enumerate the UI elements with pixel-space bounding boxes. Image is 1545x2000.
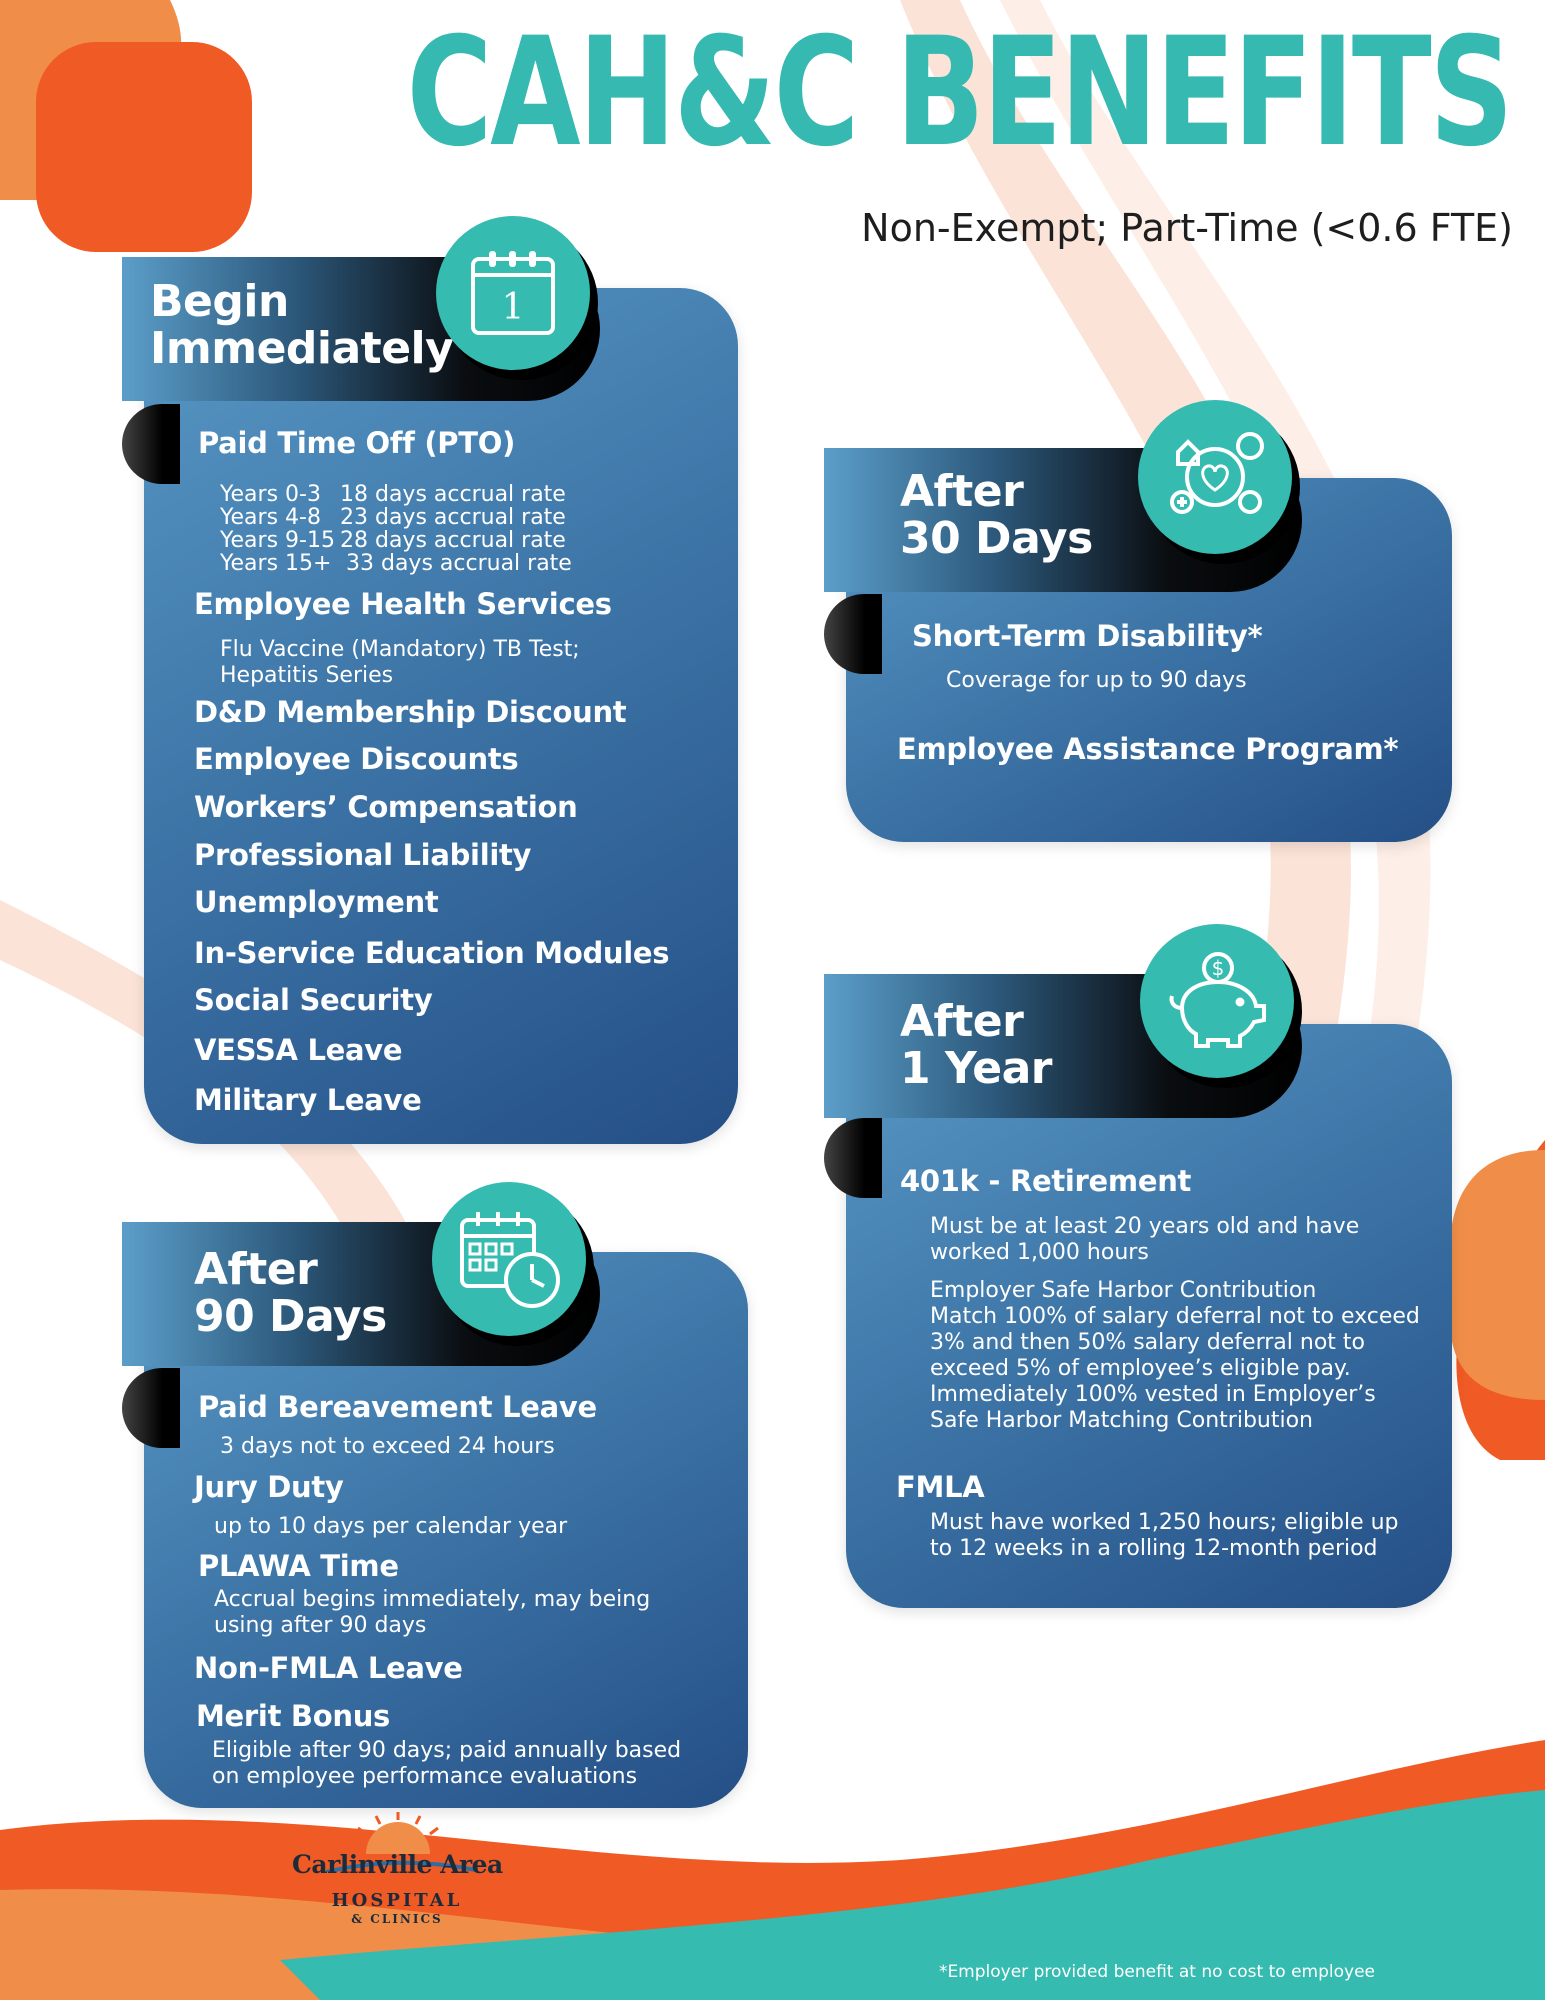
- merit-bonus-title: Merit Bonus: [196, 1699, 391, 1733]
- benefit-item: In-Service Education Modules: [194, 936, 670, 970]
- retirement-detail-2: Employer Safe Harbor Contribution Match 100% of salary deferral not to exceed 3% and then 50% salary deferral not to exceed 5% of employee’s eligible pay. Immediately 100% vested in Employer’s Safe Harbor Matching Contribution: [930, 1278, 1420, 1433]
- plawa-title: PLAWA Time: [198, 1549, 399, 1583]
- logo-clinics: & CLINICS: [351, 1912, 443, 1926]
- ehs-title: Employee Health Services: [194, 587, 612, 621]
- pto-row: Years 9-15 28 days accrual rate: [220, 528, 566, 553]
- page-title: CAH&C BENEFITS: [406, 6, 1511, 180]
- pto-row: Years 0-3 18 days accrual rate: [220, 482, 566, 507]
- svg-text:1: 1: [501, 287, 525, 328]
- benefit-item: Employee Discounts: [194, 742, 519, 776]
- benefit-item: Unemployment: [194, 885, 439, 919]
- begin-immediately-heading: Begin Immediately: [150, 276, 454, 374]
- retirement-title: 401k - Retirement: [900, 1164, 1192, 1198]
- merit-bonus-detail: Eligible after 90 days; paid annually based on employee performance evaluations: [212, 1738, 682, 1789]
- bereavement-detail: 3 days not to exceed 24 hours: [220, 1434, 555, 1459]
- std-detail: Coverage for up to 90 days: [946, 668, 1247, 693]
- logo-hospital: HOSPITAL: [331, 1890, 463, 1911]
- logo-name: Carlinville Area: [292, 1850, 503, 1879]
- piggy-bank-icon: [1140, 924, 1294, 1078]
- benefit-item: VESSA Leave: [194, 1033, 403, 1067]
- benefit-item: Workers’ Compensation: [194, 790, 578, 824]
- after-30-days-heading: After 30 Days: [900, 466, 1093, 564]
- calendar-clock-icon: [432, 1182, 586, 1336]
- eap-title: Employee Assistance Program*: [897, 732, 1399, 766]
- after-90-days-heading: After 90 Days: [194, 1244, 387, 1342]
- calendar-day-icon: [436, 216, 590, 370]
- footnote: *Employer provided benefit at no cost to employee: [938, 1962, 1375, 1982]
- bereavement-title: Paid Bereavement Leave: [198, 1390, 597, 1424]
- non-fmla-title: Non-FMLA Leave: [194, 1651, 463, 1685]
- fmla-title: FMLA: [896, 1470, 985, 1504]
- ehs-detail: Flu Vaccine (Mandatory) TB Test; Hepatitis Series: [220, 637, 580, 688]
- std-title: Short-Term Disability*: [912, 619, 1263, 653]
- pto-row: Years 4-8 23 days accrual rate: [220, 505, 566, 530]
- pto-title: Paid Time Off (PTO): [198, 426, 516, 460]
- page-subtitle: Non-Exempt; Part-Time (<0.6 FTE): [861, 206, 1513, 250]
- health-wellness-icon: [1138, 400, 1292, 554]
- after-1-year-heading: After 1 Year: [900, 996, 1052, 1094]
- svg-text:$: $: [1211, 956, 1225, 980]
- benefit-item: Social Security: [194, 983, 433, 1017]
- retirement-detail-1: Must be at least 20 years old and have worked 1,000 hours: [930, 1214, 1360, 1265]
- fmla-detail: Must have worked 1,250 hours; eligible up to 12 weeks in a rolling 12-month period: [930, 1510, 1399, 1561]
- benefit-item: Military Leave: [194, 1083, 422, 1117]
- benefit-item: D&D Membership Discount: [194, 695, 627, 729]
- jury-duty-detail: up to 10 days per calendar year: [214, 1514, 568, 1539]
- plawa-detail: Accrual begins immediately, may being using after 90 days: [214, 1587, 651, 1638]
- pto-row: Years 15+ 33 days accrual rate: [220, 551, 572, 576]
- benefit-item: Professional Liability: [194, 838, 532, 872]
- jury-duty-title: Jury Duty: [194, 1470, 344, 1504]
- hospital-logo: [286, 1812, 506, 1932]
